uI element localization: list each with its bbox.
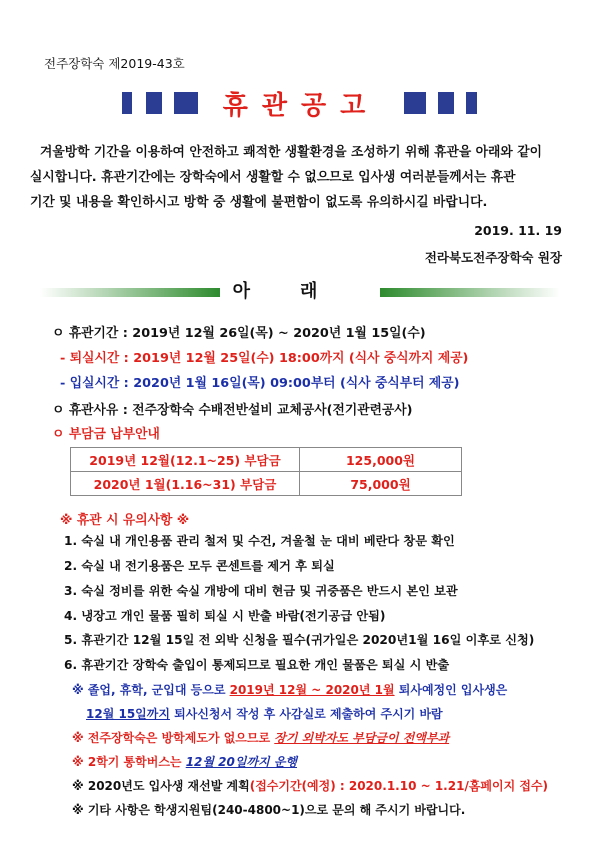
note-reselection bbox=[72, 777, 548, 794]
note-graduation-prefix: ※ 졸업, 휴학, 군입대 등으로 bbox=[72, 683, 230, 697]
note-no-break bbox=[72, 729, 449, 746]
note-graduation-rest: 퇴사신청서 작성 후 사감실로 제출하여 주시기 바람 bbox=[169, 707, 443, 721]
intro-line-1: 겨울방학 기간을 이용하여 안전하고 쾌적한 생활환경을 조성하기 위해 휴관을 아래와 같이 bbox=[40, 145, 542, 160]
note-graduation-suffix: 퇴사예정인 입사생은 bbox=[394, 683, 508, 697]
issuer: 전라북도전주장학숙 원장 bbox=[424, 250, 562, 265]
checkout-time: - 퇴실시간 : 2019년 12월 25일(수) 18:00까지 (식사 중식까지 제공) bbox=[60, 351, 469, 366]
note-bus-prefix: ※ 2학기 통학버스는 bbox=[72, 755, 186, 769]
note-bus-hl: 12월 20일까지 운행 bbox=[185, 755, 298, 769]
note-bus bbox=[72, 753, 297, 770]
fee-label: 2020년 1월(1.16~31) 부담금 bbox=[71, 472, 300, 496]
fee-label: 2019년 12월(12.1~25) 부담금 bbox=[71, 448, 300, 472]
title-decoration-right bbox=[404, 92, 484, 114]
issue-date: 2019. 11. 19 bbox=[474, 223, 562, 238]
section-title: 아래 bbox=[232, 281, 368, 302]
fee-header: ㅇ 부담금 납부안내 bbox=[52, 427, 160, 442]
note-reselection-hl: (접수기간(예정) : 2020.1.10 ~ 1.21/홈페이지 접수) bbox=[249, 779, 549, 793]
note-deadline: 12월 15일까지 bbox=[86, 707, 170, 721]
note-graduation bbox=[72, 681, 507, 698]
table-row bbox=[71, 448, 462, 472]
closure-reason: ㅇ 휴관사유 : 전주장학숙 수배전반설비 교체공사(전기관련공사) bbox=[52, 403, 413, 418]
closure-period: ㅇ 휴관기간 : 2019년 12월 26일(목) ~ 2020년 1월 15일(수) bbox=[52, 326, 426, 341]
document-number: 전주장학숙 제2019-43호 bbox=[44, 56, 185, 71]
fee-amount: 125,000원 bbox=[300, 448, 462, 472]
caution-item: 3. 숙실 정비를 위한 숙실 개방에 대비 현금 및 귀중품은 반드시 본인 보관 bbox=[64, 584, 458, 598]
note-graduation-line2 bbox=[86, 705, 443, 722]
divider-left bbox=[40, 288, 220, 297]
caution-item: 5. 휴관기간 12월 15일 전 외박 신청을 필수(귀가일은 2020년1월 16일 이후로 신청) bbox=[64, 633, 535, 647]
caution-item: 6. 휴관기간 장학숙 출입이 통제되므로 필요한 개인 물품은 퇴실 시 반출 bbox=[64, 658, 450, 672]
note-no-break-prefix: ※ 전주장학숙은 방학제도가 없으므로 bbox=[72, 731, 275, 745]
intro-line-3: 기간 및 내용을 확인하시고 방학 중 생활에 불편함이 없도록 유의하시길 바랍니다. bbox=[30, 195, 488, 210]
caution-header: ※ 휴관 시 유의사항 ※ bbox=[60, 513, 190, 528]
intro-line-2: 실시합니다. 휴관기간에는 장학숙에서 생활할 수 없으므로 입사생 여러분들께서는 휴관 bbox=[30, 170, 516, 185]
caution-item: 4. 냉장고 개인 물품 필히 퇴실 시 반출 바람(전기공급 안됨) bbox=[64, 609, 386, 623]
fee-amount: 75,000원 bbox=[300, 472, 462, 496]
note-no-break-hl: 장기 외박자도 부담금이 전액부과 bbox=[274, 731, 450, 745]
page-title: 휴관공고 bbox=[222, 91, 380, 121]
note-graduation-dates: 2019년 12월 ~ 2020년 1월 bbox=[229, 683, 395, 697]
note-reselection-prefix: ※ 2020년도 입사생 재선발 계획 bbox=[72, 779, 250, 793]
caution-item: 2. 숙실 내 전기용품은 모두 콘센트를 제거 후 퇴실 bbox=[64, 559, 335, 573]
note-contact: ※ 기타 사항은 학생지원팀(240-4800~1)으로 문의 해 주시기 바랍니다. bbox=[72, 803, 466, 817]
checkin-time: - 입실시간 : 2020년 1월 16일(목) 09:00부터 (식사 중식부터 제공) bbox=[60, 376, 460, 391]
table-row bbox=[71, 472, 462, 496]
caution-item: 1. 숙실 내 개인용품 관리 철저 및 수건, 겨울철 눈 대비 베란다 창문 확인 bbox=[64, 534, 455, 548]
fee-table bbox=[70, 447, 462, 496]
divider-right bbox=[380, 288, 560, 297]
